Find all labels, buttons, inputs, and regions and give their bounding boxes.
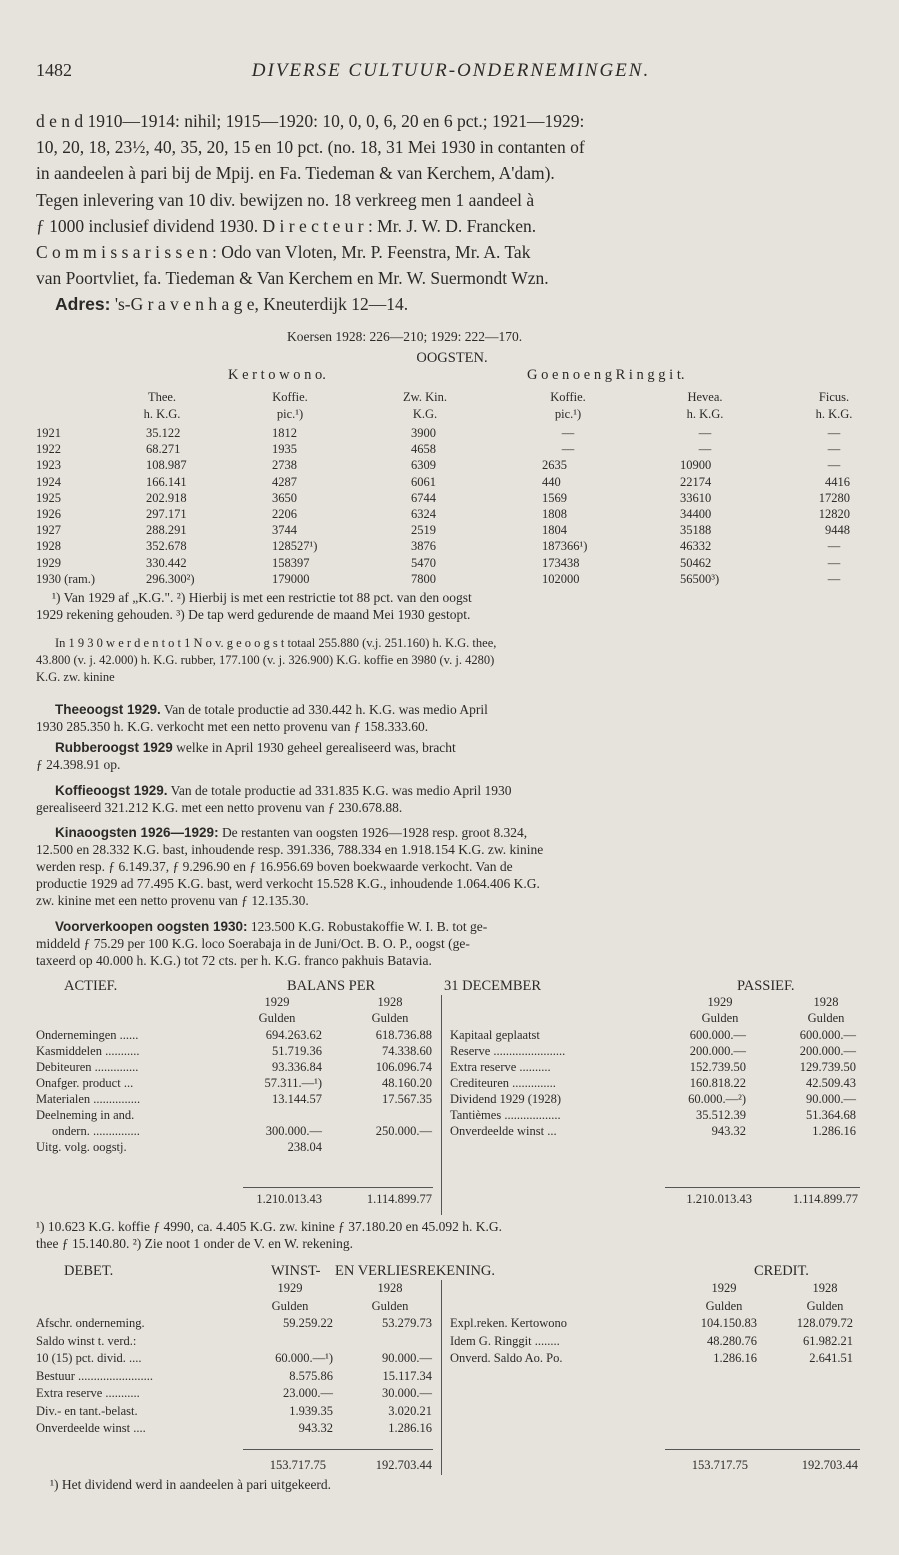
actief-1929: 300.000.—: [265, 1124, 322, 1138]
harvest-cell: 6324: [411, 507, 436, 521]
section-heading: Theeoogst 1929.: [55, 702, 161, 717]
harvest-cell: 2206: [272, 507, 297, 521]
passief-1928: 42.509.43: [806, 1076, 856, 1090]
credit-label: Expl.reken. Kertowono: [450, 1316, 567, 1330]
actief-1929: 51.719.36: [272, 1044, 322, 1058]
unit-header: Gulden: [371, 1011, 409, 1025]
unit-header: Gulden: [371, 1299, 409, 1313]
year-header: 1929: [707, 995, 733, 1009]
section-line: middeld ƒ 75.29 per 100 K.G. loco Soerabaja in de Juni/Oct. B. O. P., oogst (ge-: [36, 936, 470, 951]
harvest-cell: 1812: [272, 426, 297, 440]
note-line: K.G. zw. kinine: [36, 670, 115, 684]
credit-total-1929: 153.717.75: [691, 1458, 748, 1472]
balans-footnote: thee ƒ 15.140.80. ²) Zie noot 1 onder de V. en W. rekening.: [36, 1236, 353, 1251]
debet-1929: 1.939.35: [289, 1403, 333, 1418]
actief-label: Materialen ...............: [36, 1092, 141, 1106]
actief-1928: 17.567.35: [382, 1092, 432, 1106]
passief-1928: 51.364.68: [806, 1108, 856, 1122]
unit-header: Gulden: [806, 1299, 844, 1313]
harvest-cell: 202.918: [146, 490, 187, 505]
harvest-cell: —: [827, 539, 841, 554]
harvest-cell: 3650: [272, 490, 297, 505]
actief-1928: 48.160.20: [382, 1076, 432, 1090]
debet-label: Div.- en tant.-belast.: [36, 1403, 138, 1418]
harvest-cell: 6061: [411, 474, 436, 489]
section-line: ƒ 24.398.91 op.: [36, 757, 121, 772]
running-title: DIVERSE CULTUUR-ONDERNEMINGEN.: [251, 60, 651, 81]
harvest-year: 1921: [36, 426, 61, 440]
debet-1929: 60.000.—¹): [275, 1351, 333, 1365]
section-line: Van de totale productie ad 331.835 K.G. was medio April 1930: [170, 783, 512, 798]
passief-1928: 90.000.—: [806, 1092, 856, 1106]
actief-1929: 57.311.—¹): [264, 1076, 322, 1090]
passief-1928: 600.000.—: [799, 1028, 856, 1042]
debet-label: 10 (15) pct. divid. ....: [36, 1351, 142, 1365]
address-value: 's-G r a v e n h a g e, Kneuterdijk 12—14.: [114, 294, 409, 314]
harvest-cell: 4658: [411, 442, 436, 457]
harvest-cell: 3900: [411, 426, 436, 440]
harvest-year: 1930 (ram.): [36, 571, 96, 586]
debet-1928: 30.000.—: [382, 1386, 432, 1400]
harvest-cell: 2738: [272, 458, 297, 473]
section-line: gerealiseerd 321.212 K.G. met een netto provenu van ƒ 230.678.88.: [36, 800, 403, 815]
section-line: 1930 285.350 h. K.G. verkocht met een netto provenu van ƒ 158.333.60.: [36, 719, 429, 734]
passief-label: Crediteuren ..............: [450, 1076, 556, 1090]
section-heading: Rubberoogst 1929: [55, 740, 173, 755]
passief-total-1929: 1.210.013.43: [686, 1192, 752, 1206]
harvest-cell: 297.171: [146, 507, 187, 521]
intro-line: d e n d 1910—1914: nihil; 1915—1920: 10, 0, 0, 6, 20 en 6 pct.; 1921—1929:: [36, 111, 585, 131]
section-line: werden resp. ƒ 6.149.37, ƒ 9.296.90 en ƒ 16.956.69 boven boekwaarde verkocht. Van de: [36, 859, 513, 874]
balans-title-b: 31 DECEMBER: [444, 978, 542, 994]
actief-label: Onafger. product ...: [36, 1076, 134, 1090]
debet-1929: 8.575.86: [289, 1368, 333, 1383]
harvest-cell: 34400: [680, 507, 712, 521]
note-line: In 1 9 3 0 w e r d e n t o t 1 N o v. g e o o g s t totaal 255.880 (v.j. 251.160) h. K.G. thee,: [55, 636, 497, 650]
actief-label: Uitg. volg. oogstj.: [36, 1140, 127, 1154]
debet-1928: 90.000.—: [382, 1351, 432, 1365]
harvest-col-header: Koffie.: [272, 390, 308, 404]
note-line: 43.800 (v. j. 42.000) h. K.G. rubber, 177.100 (v. j. 326.900) K.G. koffie en 3980 (v. j. 4280): [36, 653, 495, 667]
passief-total-1928: 1.114.899.77: [792, 1192, 858, 1206]
passief-1929: 943.32: [711, 1124, 746, 1138]
passief-label: Tantièmes ..................: [450, 1108, 561, 1122]
balans-title-a: BALANS PER: [287, 978, 376, 994]
year-header: 1929: [711, 1281, 737, 1295]
actief-total-1928: 1.114.899.77: [366, 1192, 432, 1206]
debet-1928: 53.279.73: [382, 1316, 432, 1330]
section-line: productie 1929 ad 77.495 K.G. bast, werd verkocht 15.528 K.G., inhoudende 1.064.406 K.G.: [36, 876, 540, 891]
debet-label: Bestuur ........................: [36, 1368, 154, 1383]
section-line: zw. kinine met een netto provenu van ƒ 12.135.30.: [36, 893, 309, 908]
harvest-col-header: Thee.: [147, 390, 177, 404]
passief-1928: 1.286.16: [812, 1124, 856, 1138]
actief-label: Debiteuren ..............: [36, 1060, 139, 1074]
winst-footnote: ¹) Het dividend werd in aandeelen à pari uitgekeerd.: [50, 1477, 332, 1492]
actief-1929: 13.144.57: [272, 1092, 322, 1106]
harvest-cell: 10900: [680, 458, 712, 473]
intro-line: 10, 20, 18, 23½, 40, 35, 20, 15 en 10 pct. (no. 18, 31 Mei 1930 in contanten of: [36, 137, 585, 157]
credit-1929: 1.286.16: [713, 1351, 757, 1365]
debet-total-1929: 153.717.75: [269, 1458, 326, 1472]
harvest-cell: 68.271: [146, 442, 181, 457]
debet-1929: 23.000.—: [283, 1386, 333, 1400]
unit-header: Gulden: [705, 1299, 743, 1313]
debet-1928: 3.020.21: [388, 1403, 432, 1418]
harvest-cell: 6309: [411, 458, 436, 473]
winst-divider: [441, 1280, 442, 1475]
harvest-cell: 158397: [272, 555, 310, 570]
harvest-cell: 6744: [411, 490, 436, 505]
harvest-cell: 296.300²): [146, 571, 195, 586]
harvest-col-header: Koffie.: [550, 390, 586, 404]
section-heading: Voorverkoopen oogsten 1930:: [55, 919, 248, 934]
passief-1929: 35.512.39: [696, 1108, 746, 1122]
unit-header: Gulden: [807, 1011, 845, 1025]
harvest-cell: —: [827, 442, 841, 457]
debet-1928: 15.117.34: [382, 1368, 432, 1383]
harvest-year: 1926: [36, 507, 61, 521]
harvest-cell: 1935: [272, 442, 297, 457]
credit-label: Idem G. Ringgit ........: [450, 1333, 560, 1348]
credit-1928: 128.079.72: [796, 1316, 853, 1330]
harvest-cell: 56500³): [680, 571, 720, 586]
harvest-cell: 35.122: [146, 426, 181, 440]
passief-1929: 600.000.—: [689, 1028, 746, 1042]
harvest-cell: 187366¹): [542, 539, 588, 554]
harvest-year: 1922: [36, 442, 61, 457]
actief-1928: 106.096.74: [375, 1060, 432, 1074]
harvest-cell: 2635: [542, 458, 567, 473]
debet-1928: 1.286.16: [388, 1421, 432, 1435]
harvest-cell: —: [561, 426, 575, 440]
address-label: Adres:: [55, 294, 111, 314]
harvest-cell: —: [698, 426, 712, 440]
credit-1929: 104.150.83: [700, 1316, 757, 1330]
harvest-cell: 4287: [272, 474, 297, 489]
harvest-cell: 17280: [818, 490, 850, 505]
actief-label: Deelneming in and.: [36, 1108, 135, 1122]
harvest-year: 1924: [36, 474, 61, 489]
harvest-cell: 173438: [542, 555, 580, 570]
debet-label: Extra reserve ...........: [36, 1386, 140, 1400]
intro-line: C o m m i s s a r i s s e n : Odo van Vloten, Mr. P. Feenstra, Mr. A. Tak: [36, 242, 531, 262]
harvest-cell: —: [698, 442, 712, 457]
harvest-cell: 46332: [680, 539, 712, 554]
harvest-col-unit: pic.¹): [554, 407, 582, 421]
actief-1928: 250.000.—: [375, 1124, 432, 1138]
harvest-cell: 128527¹): [272, 539, 318, 554]
actief-1929: 238.04: [287, 1140, 322, 1154]
balans-footnote: ¹) 10.623 K.G. koffie ƒ 4990, ca. 4.405 K.G. zw. kinine ƒ 37.180.20 en 45.092 h. K.G.: [36, 1219, 502, 1234]
passief-label: Extra reserve ..........: [450, 1060, 551, 1074]
harvest-col-header: Ficus.: [818, 390, 850, 404]
harvest-cell: 35188: [680, 523, 712, 538]
debet-1929: 59.259.22: [283, 1316, 333, 1330]
balans-actief-title: ACTIEF.: [64, 978, 118, 994]
harvest-cell: 22174: [680, 474, 712, 489]
unit-header: Gulden: [271, 1299, 309, 1313]
debet-label: Onverdeelde winst ....: [36, 1421, 146, 1435]
actief-1929: 93.336.84: [272, 1060, 322, 1074]
harvest-footnote: ¹) Van 1929 af „K.G.". ²) Hierbij is met een restrictie tot 88 pct. van den oogst: [52, 590, 472, 605]
unit-header: Gulden: [701, 1011, 739, 1025]
passief-label: Dividend 1929 (1928): [450, 1092, 562, 1106]
harvest-title: OOGSTEN.: [416, 350, 488, 366]
harvest-col-unit: h. K.G.: [686, 407, 724, 421]
harvest-col-unit: pic.¹): [276, 407, 304, 421]
credit-total-1928: 192.703.44: [801, 1458, 858, 1472]
intro-line: ƒ 1000 inclusief dividend 1930. D i r e c t e u r : Mr. J. W. D. Francken.: [36, 216, 537, 236]
section-line: Van de totale productie ad 330.442 h. K.G. was medio April: [163, 702, 488, 717]
balans-rule-left: [243, 1187, 433, 1188]
actief-total-1929: 1.210.013.43: [256, 1192, 322, 1206]
section-line: De restanten van oogsten 1926—1928 resp. groot 8.324,: [221, 825, 528, 840]
harvest-cell: —: [827, 426, 841, 440]
actief-label: Ondernemingen ......: [36, 1028, 139, 1042]
address-line: [55, 296, 408, 314]
harvest-cell: 50462: [680, 555, 712, 570]
harvest-cell: —: [827, 458, 841, 473]
passief-label: Kapitaal geplaatst: [450, 1028, 540, 1042]
year-header: 1928: [377, 995, 403, 1009]
harvest-cell: 288.291: [146, 523, 187, 538]
section-heading: Kinaoogsten 1926—1929:: [55, 825, 219, 840]
winst-rule-left: [243, 1449, 433, 1450]
credit-label: Onverd. Saldo Ao. Po.: [450, 1351, 563, 1365]
balans-passief-title: PASSIEF.: [737, 978, 795, 994]
winst-title-a: WINST-: [271, 1263, 321, 1279]
passief-1928: 200.000.—: [799, 1044, 856, 1058]
section-line: 123.500 K.G. Robustakoffie W. I. B. tot ge-: [250, 919, 488, 934]
section-heading: Koffieoogst 1929.: [55, 783, 168, 798]
actief-1928: 74.338.60: [382, 1044, 432, 1058]
harvest-cell: 1569: [542, 490, 567, 505]
harvest-cell: 2519: [411, 523, 436, 538]
harvest-col-unit: h. K.G.: [143, 407, 181, 421]
harvest-col-unit: K.G.: [412, 407, 438, 421]
harvest-cell: 440: [542, 474, 561, 489]
actief-1929: 694.263.62: [265, 1028, 322, 1042]
harvest-cell: 1804: [542, 523, 567, 538]
section-line: welke in April 1930 geheel gerealiseerd was, bracht: [176, 740, 456, 755]
debet-label: Afschr. onderneming.: [36, 1316, 145, 1330]
harvest-cell: 5470: [411, 555, 436, 570]
section-line: taxeerd op 40.000 h. K.G.) tot 72 cts. per h. K.G. franco pakhuis Batavia.: [36, 953, 432, 968]
credit-1928: 61.982.21: [803, 1333, 853, 1348]
year-header: 1929: [277, 1281, 303, 1295]
year-header: 1928: [377, 1281, 403, 1295]
passief-1928: 129.739.50: [799, 1060, 856, 1074]
intro-line: Tegen inlevering van 10 div. bewijzen no. 18 verkreeg men 1 aandeel à: [36, 190, 535, 210]
intro-line: van Poortvliet, fa. Tiedeman & Van Kerchem en Mr. W. Suermondt Wzn.: [36, 268, 549, 288]
year-header: 1928: [812, 1281, 838, 1295]
harvest-col-header: Zw. Kin.: [403, 390, 447, 404]
year-header: 1928: [813, 995, 839, 1009]
debet-total-1928: 192.703.44: [375, 1458, 432, 1472]
balans-divider: [441, 995, 442, 1215]
harvest-cell: 12820: [818, 507, 850, 521]
running-header: [36, 60, 866, 88]
section-line: 12.500 en 28.332 K.G. bast, inhoudende resp. 391.336, 788.334 en 1.918.154 K.G. zw. kinine: [36, 842, 544, 857]
credit-1928: 2.641.51: [809, 1351, 853, 1365]
passief-label: Reserve .......................: [450, 1044, 566, 1058]
unit-header: Gulden: [258, 1011, 296, 1025]
harvest-cell: 352.678: [146, 539, 187, 554]
balans-rule-right: [665, 1187, 860, 1188]
group-goenoeng-ringgit: G o e n o e n g R i n g g i t.: [527, 367, 685, 383]
winst-credit-title: CREDIT.: [754, 1263, 809, 1279]
actief-1928: 618.736.88: [375, 1028, 432, 1042]
koersen: Koersen 1928: 226—210; 1929: 222—170.: [287, 329, 523, 344]
harvest-cell: 102000: [542, 571, 580, 586]
intro-line: in aandeelen à pari bij de Mpij. en Fa. Tiedeman & van Kerchem, A'dam).: [36, 163, 555, 183]
winst-debet-title: DEBET.: [64, 1263, 114, 1279]
harvest-cell: 7800: [411, 571, 436, 586]
harvest-cell: 330.442: [146, 555, 187, 570]
harvest-year: 1929: [36, 555, 61, 570]
debet-label: Saldo winst t. verd.:: [36, 1333, 137, 1348]
harvest-year: 1927: [36, 523, 61, 538]
year-header: 1929: [264, 995, 290, 1009]
actief-label: ondern. ...............: [52, 1124, 140, 1138]
passief-1929: 200.000.—: [689, 1044, 746, 1058]
harvest-cell: 166.141: [146, 474, 187, 489]
passief-1929: 160.818.22: [689, 1076, 746, 1090]
harvest-cell: 179000: [272, 571, 310, 586]
actief-label: Kasmiddelen ...........: [36, 1044, 140, 1058]
harvest-cell: —: [561, 442, 575, 457]
harvest-col-unit: h. K.G.: [815, 407, 853, 421]
harvest-footnote: 1929 rekening gehouden. ³) De tap werd gedurende de maand Mei 1930 gestopt.: [36, 607, 471, 622]
group-kertowono: K e r t o w o n o.: [228, 367, 326, 383]
winst-title-b: EN VERLIESREKENING.: [335, 1263, 496, 1279]
harvest-cell: —: [827, 571, 841, 586]
harvest-year: 1925: [36, 490, 61, 505]
harvest-cell: 9448: [825, 523, 850, 538]
credit-1929: 48.280.76: [707, 1333, 757, 1348]
page-number: 1482: [36, 60, 72, 80]
harvest-cell: 3744: [272, 523, 297, 538]
debet-1929: 943.32: [298, 1421, 333, 1435]
harvest-cell: —: [827, 555, 841, 570]
harvest-cell: 4416: [825, 474, 850, 489]
harvest-cell: 108.987: [146, 458, 187, 473]
harvest-cell: 3876: [411, 539, 436, 554]
harvest-col-header: Hevea.: [687, 390, 723, 404]
harvest-cell: 1808: [542, 507, 567, 521]
harvest-cell: 33610: [680, 490, 712, 505]
passief-label: Onverdeelde winst ...: [450, 1124, 557, 1138]
passief-1929: 60.000.—²): [688, 1092, 746, 1106]
passief-1929: 152.739.50: [689, 1060, 746, 1074]
harvest-year: 1928: [36, 539, 61, 554]
harvest-year: 1923: [36, 458, 61, 473]
winst-rule-right: [665, 1449, 860, 1450]
